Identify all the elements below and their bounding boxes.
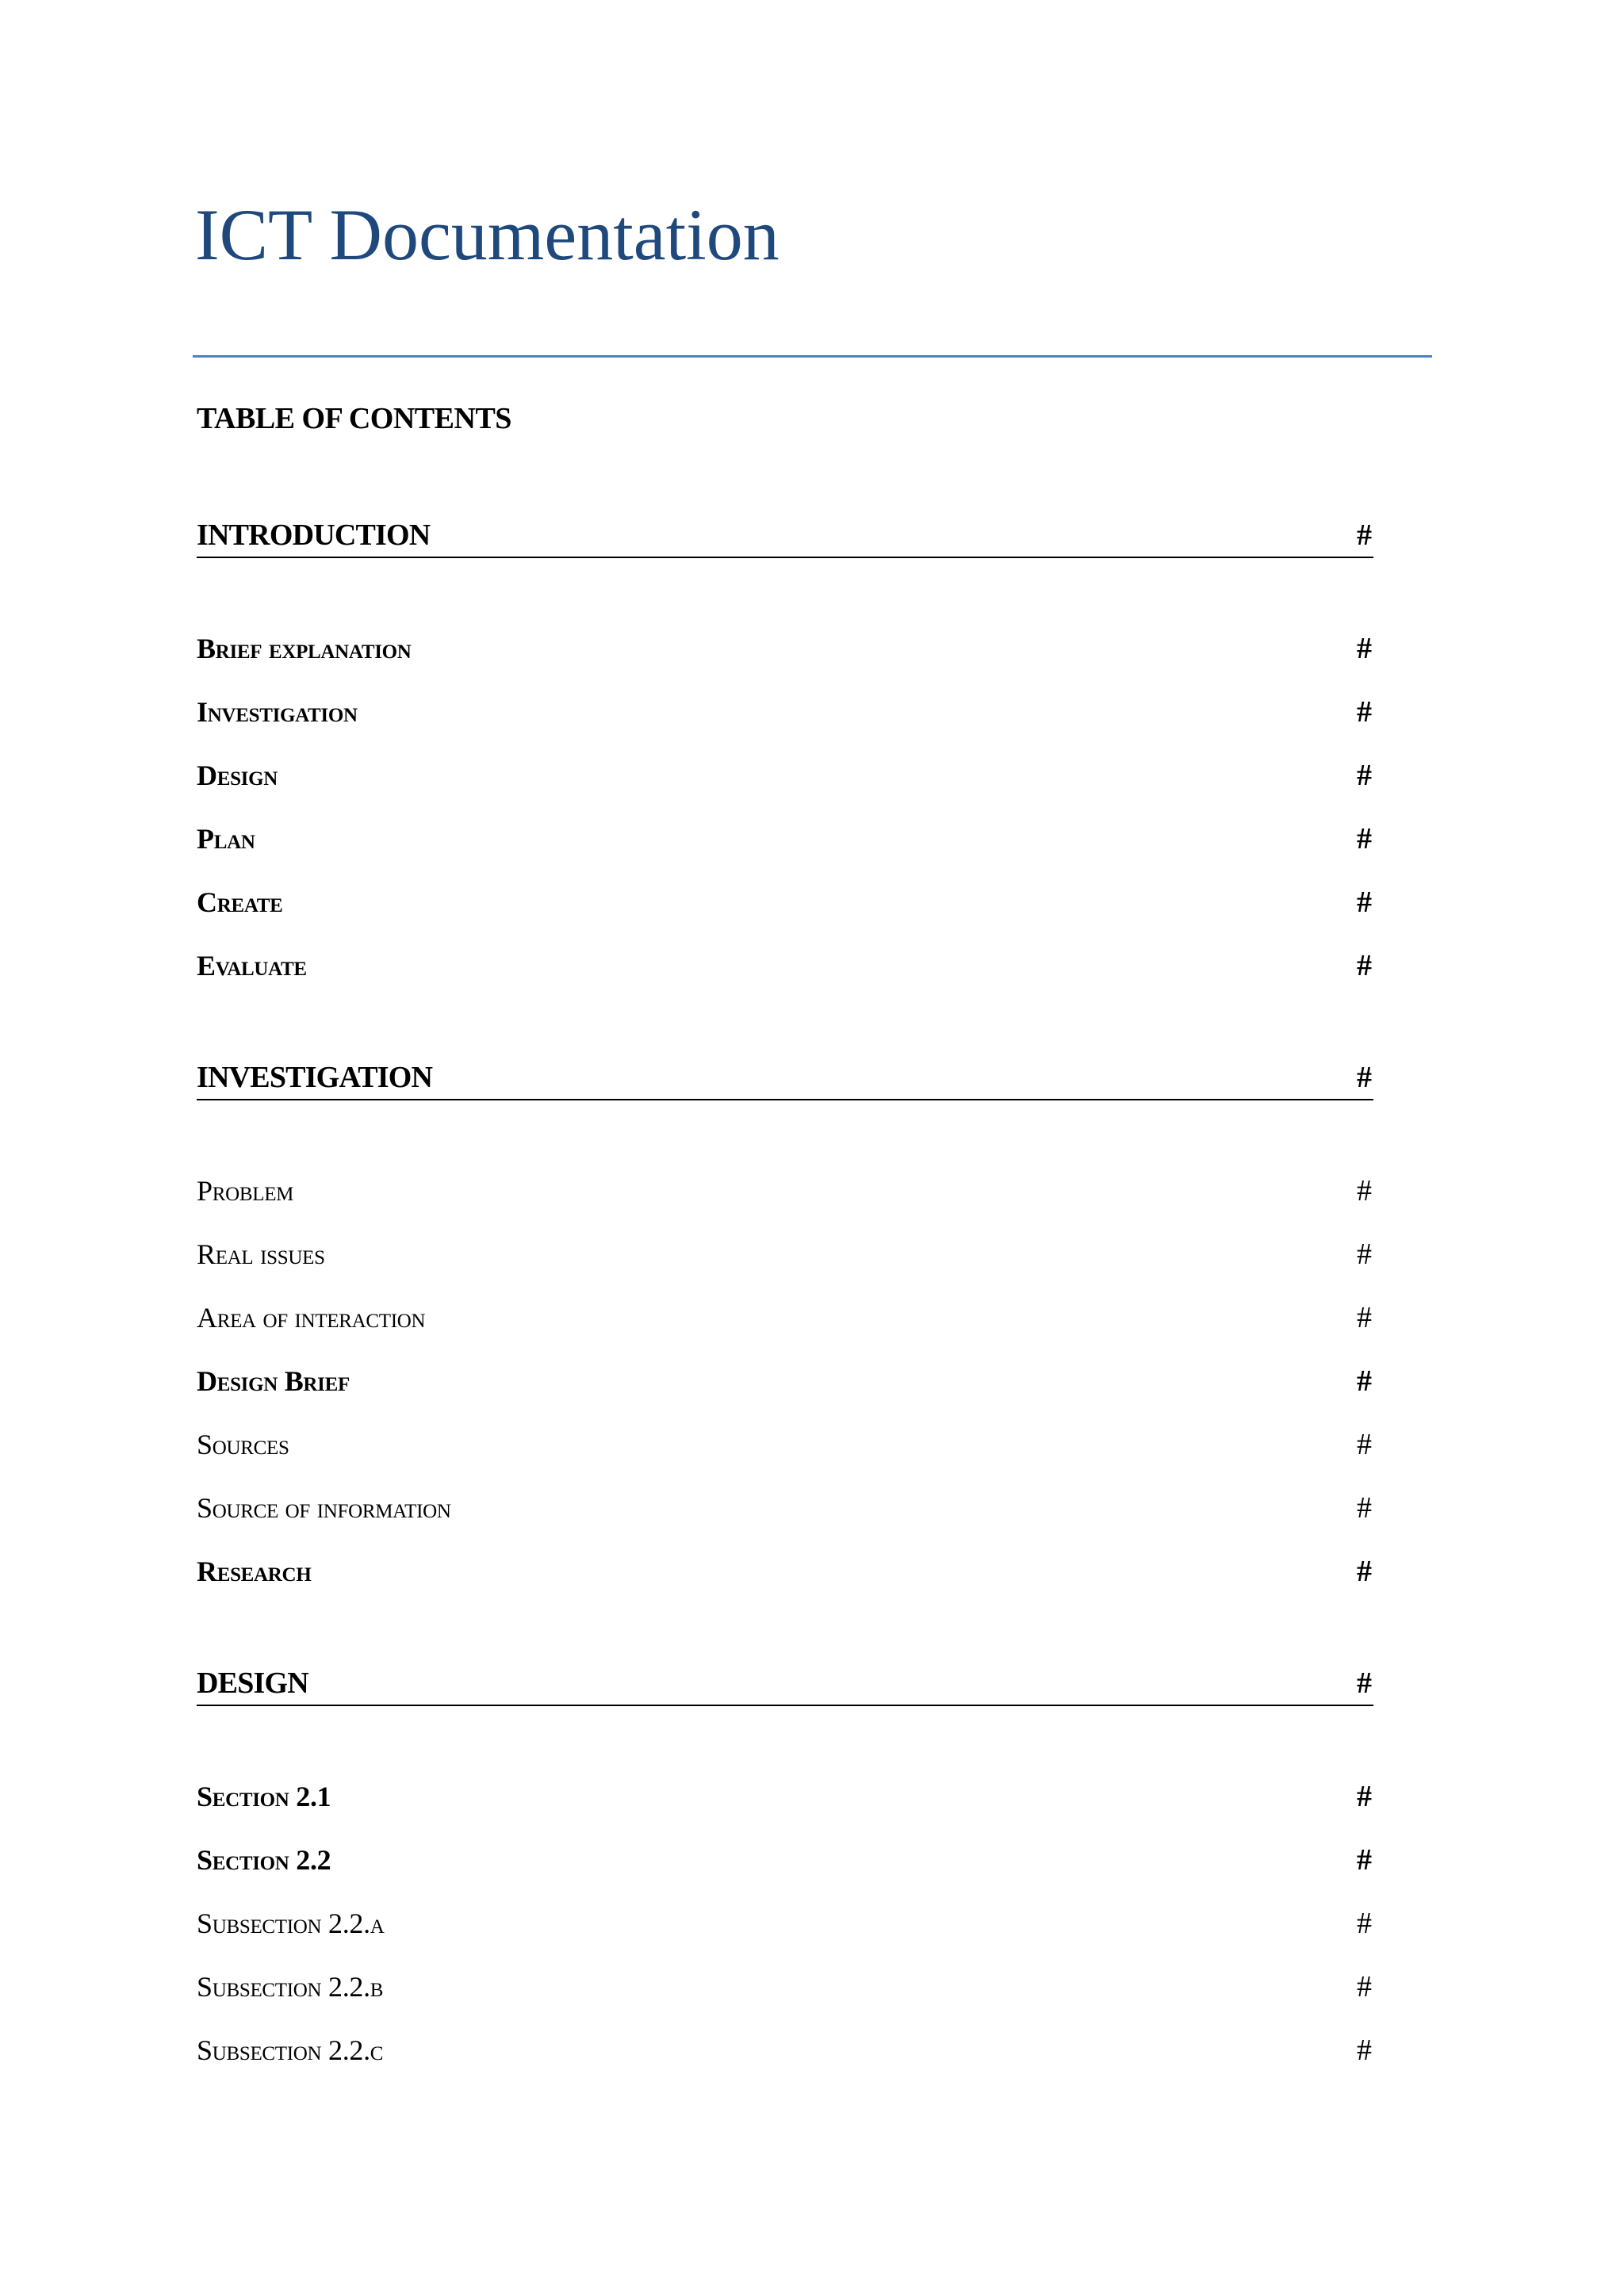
toc-entry-label: Subsection 2.2.a — [197, 1908, 385, 1939]
toc-entry-label: Research — [197, 1556, 312, 1587]
toc-entry-brief-explanation[interactable] — [197, 623, 1373, 668]
toc-section-label: DESIGN — [197, 1667, 308, 1700]
toc-page-number: # — [1357, 1780, 1372, 1813]
toc-entry-label: Sources — [197, 1429, 289, 1460]
toc-entry-label: Evaluate — [197, 950, 307, 982]
toc-page-number: # — [1357, 1843, 1372, 1877]
toc-section-investigation[interactable] — [197, 1051, 1373, 1100]
toc-section-introduction[interactable] — [197, 509, 1373, 558]
toc-page-number: # — [1357, 949, 1372, 982]
toc-entry-create[interactable] — [197, 877, 1373, 921]
toc-entry-label: Create — [197, 886, 283, 918]
toc-page-number: # — [1357, 886, 1372, 919]
toc-section-label: INVESTIGATION — [197, 1061, 433, 1094]
toc-entry-sources[interactable] — [197, 1419, 1373, 1464]
toc-entry-evaluate[interactable] — [197, 940, 1373, 985]
toc-entry-section-2-1[interactable] — [197, 1771, 1373, 1816]
toc-entry-label: Brief explanation — [197, 633, 412, 664]
toc-entry-real-issues[interactable] — [197, 1229, 1373, 1273]
toc-entry-area-of-interaction[interactable] — [197, 1292, 1373, 1337]
toc-page-number: # — [1357, 1555, 1372, 1588]
document-title: ICT Documentation — [195, 194, 779, 275]
toc-entry-label: Section 2.2 — [197, 1844, 331, 1876]
toc-heading: TABLE OF CONTENTS — [197, 402, 511, 435]
toc-page-number: # — [1357, 632, 1372, 665]
toc-entry-label: Design — [197, 760, 278, 791]
toc-page-number: # — [1357, 1970, 1372, 2003]
toc-page-number: # — [1357, 1061, 1372, 1094]
toc-page-number: # — [1357, 519, 1372, 552]
toc-entry-subsection-2-2-b[interactable] — [197, 1961, 1373, 2006]
toc-entry-label: Investigation — [197, 696, 358, 728]
toc-entry-label: Subsection 2.2.c — [197, 2034, 384, 2066]
toc-entry-label: Problem — [197, 1175, 294, 1207]
toc-entry-label: Section 2.1 — [197, 1781, 331, 1812]
toc-section-design[interactable] — [197, 1657, 1373, 1706]
toc-page-number: # — [1357, 822, 1372, 855]
toc-page-number: # — [1357, 695, 1372, 729]
toc-page-number: # — [1357, 1364, 1372, 1398]
toc-entry-design[interactable] — [197, 750, 1373, 794]
toc-page-number: # — [1357, 1667, 1372, 1700]
toc-page-number: # — [1357, 1301, 1372, 1334]
toc-entry-label: Design Brief — [197, 1365, 350, 1397]
toc-entry-section-2-2[interactable] — [197, 1835, 1373, 1879]
toc-page-number: # — [1357, 759, 1372, 792]
toc-entry-subsection-2-2-a[interactable] — [197, 1898, 1373, 1942]
toc-section-label: INTRODUCTION — [197, 519, 431, 552]
toc-entry-research[interactable] — [197, 1546, 1373, 1590]
toc-entry-label: Source of information — [197, 1492, 451, 1524]
toc-page-number: # — [1357, 1174, 1372, 1207]
toc-entry-label: Plan — [197, 823, 255, 855]
title-divider — [193, 355, 1432, 358]
toc-entry-label: Real issues — [197, 1238, 325, 1270]
toc-entry-investigation[interactable] — [197, 687, 1373, 731]
toc-entry-design-brief[interactable] — [197, 1356, 1373, 1400]
toc-page-number: # — [1357, 1238, 1372, 1271]
toc-page-number: # — [1357, 2034, 1372, 2067]
toc-entry-label: Subsection 2.2.b — [197, 1971, 384, 2003]
toc-entry-source-of-information[interactable] — [197, 1483, 1373, 1527]
toc-entry-label: Area of interaction — [197, 1302, 426, 1334]
toc-page-number: # — [1357, 1428, 1372, 1461]
toc-entry-plan[interactable] — [197, 813, 1373, 858]
toc-page-number: # — [1357, 1907, 1372, 1940]
toc-page-number: # — [1357, 1491, 1372, 1525]
toc-entry-problem[interactable] — [197, 1165, 1373, 1210]
toc-entry-subsection-2-2-c[interactable] — [197, 2025, 1373, 2069]
